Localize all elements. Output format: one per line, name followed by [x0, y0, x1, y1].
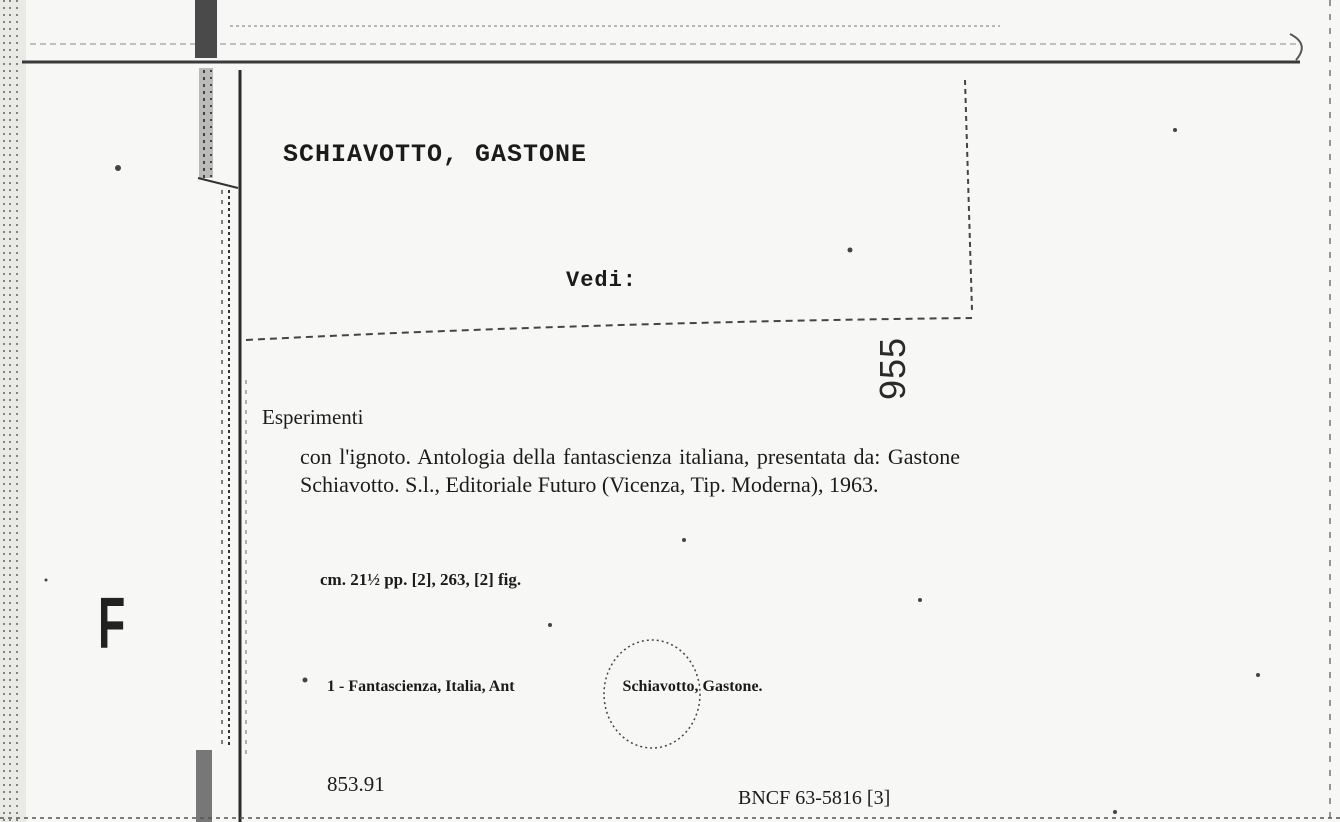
side-number: 955 [872, 336, 913, 400]
card-heading-author: SCHIAVOTTO, GASTONE [283, 140, 588, 169]
entry-title: Esperimenti [262, 405, 364, 429]
index-tab-letter: F [98, 584, 126, 664]
entry-description: con l'ignoto. Antologia della fantascienza italiana, presentata da: Gastone Schiavotto. S.l., Editoriale Futuro (Vicenza, Tip. Moderna), 1963. [300, 444, 960, 497]
classification-number: 853.91 [327, 772, 385, 796]
see-reference-label: Vedi: [566, 268, 638, 293]
physical-description: cm. 21½ pp. [2], 263, [2] fig. [320, 570, 522, 589]
shelfmark: BNCF 63-5816 [3] [738, 787, 891, 809]
subject-list: 1 - Fantascienza, Italia, Ant [327, 678, 515, 695]
subject-author: Schiavotto, Gastone. [622, 678, 763, 695]
subject-headings [327, 678, 763, 696]
